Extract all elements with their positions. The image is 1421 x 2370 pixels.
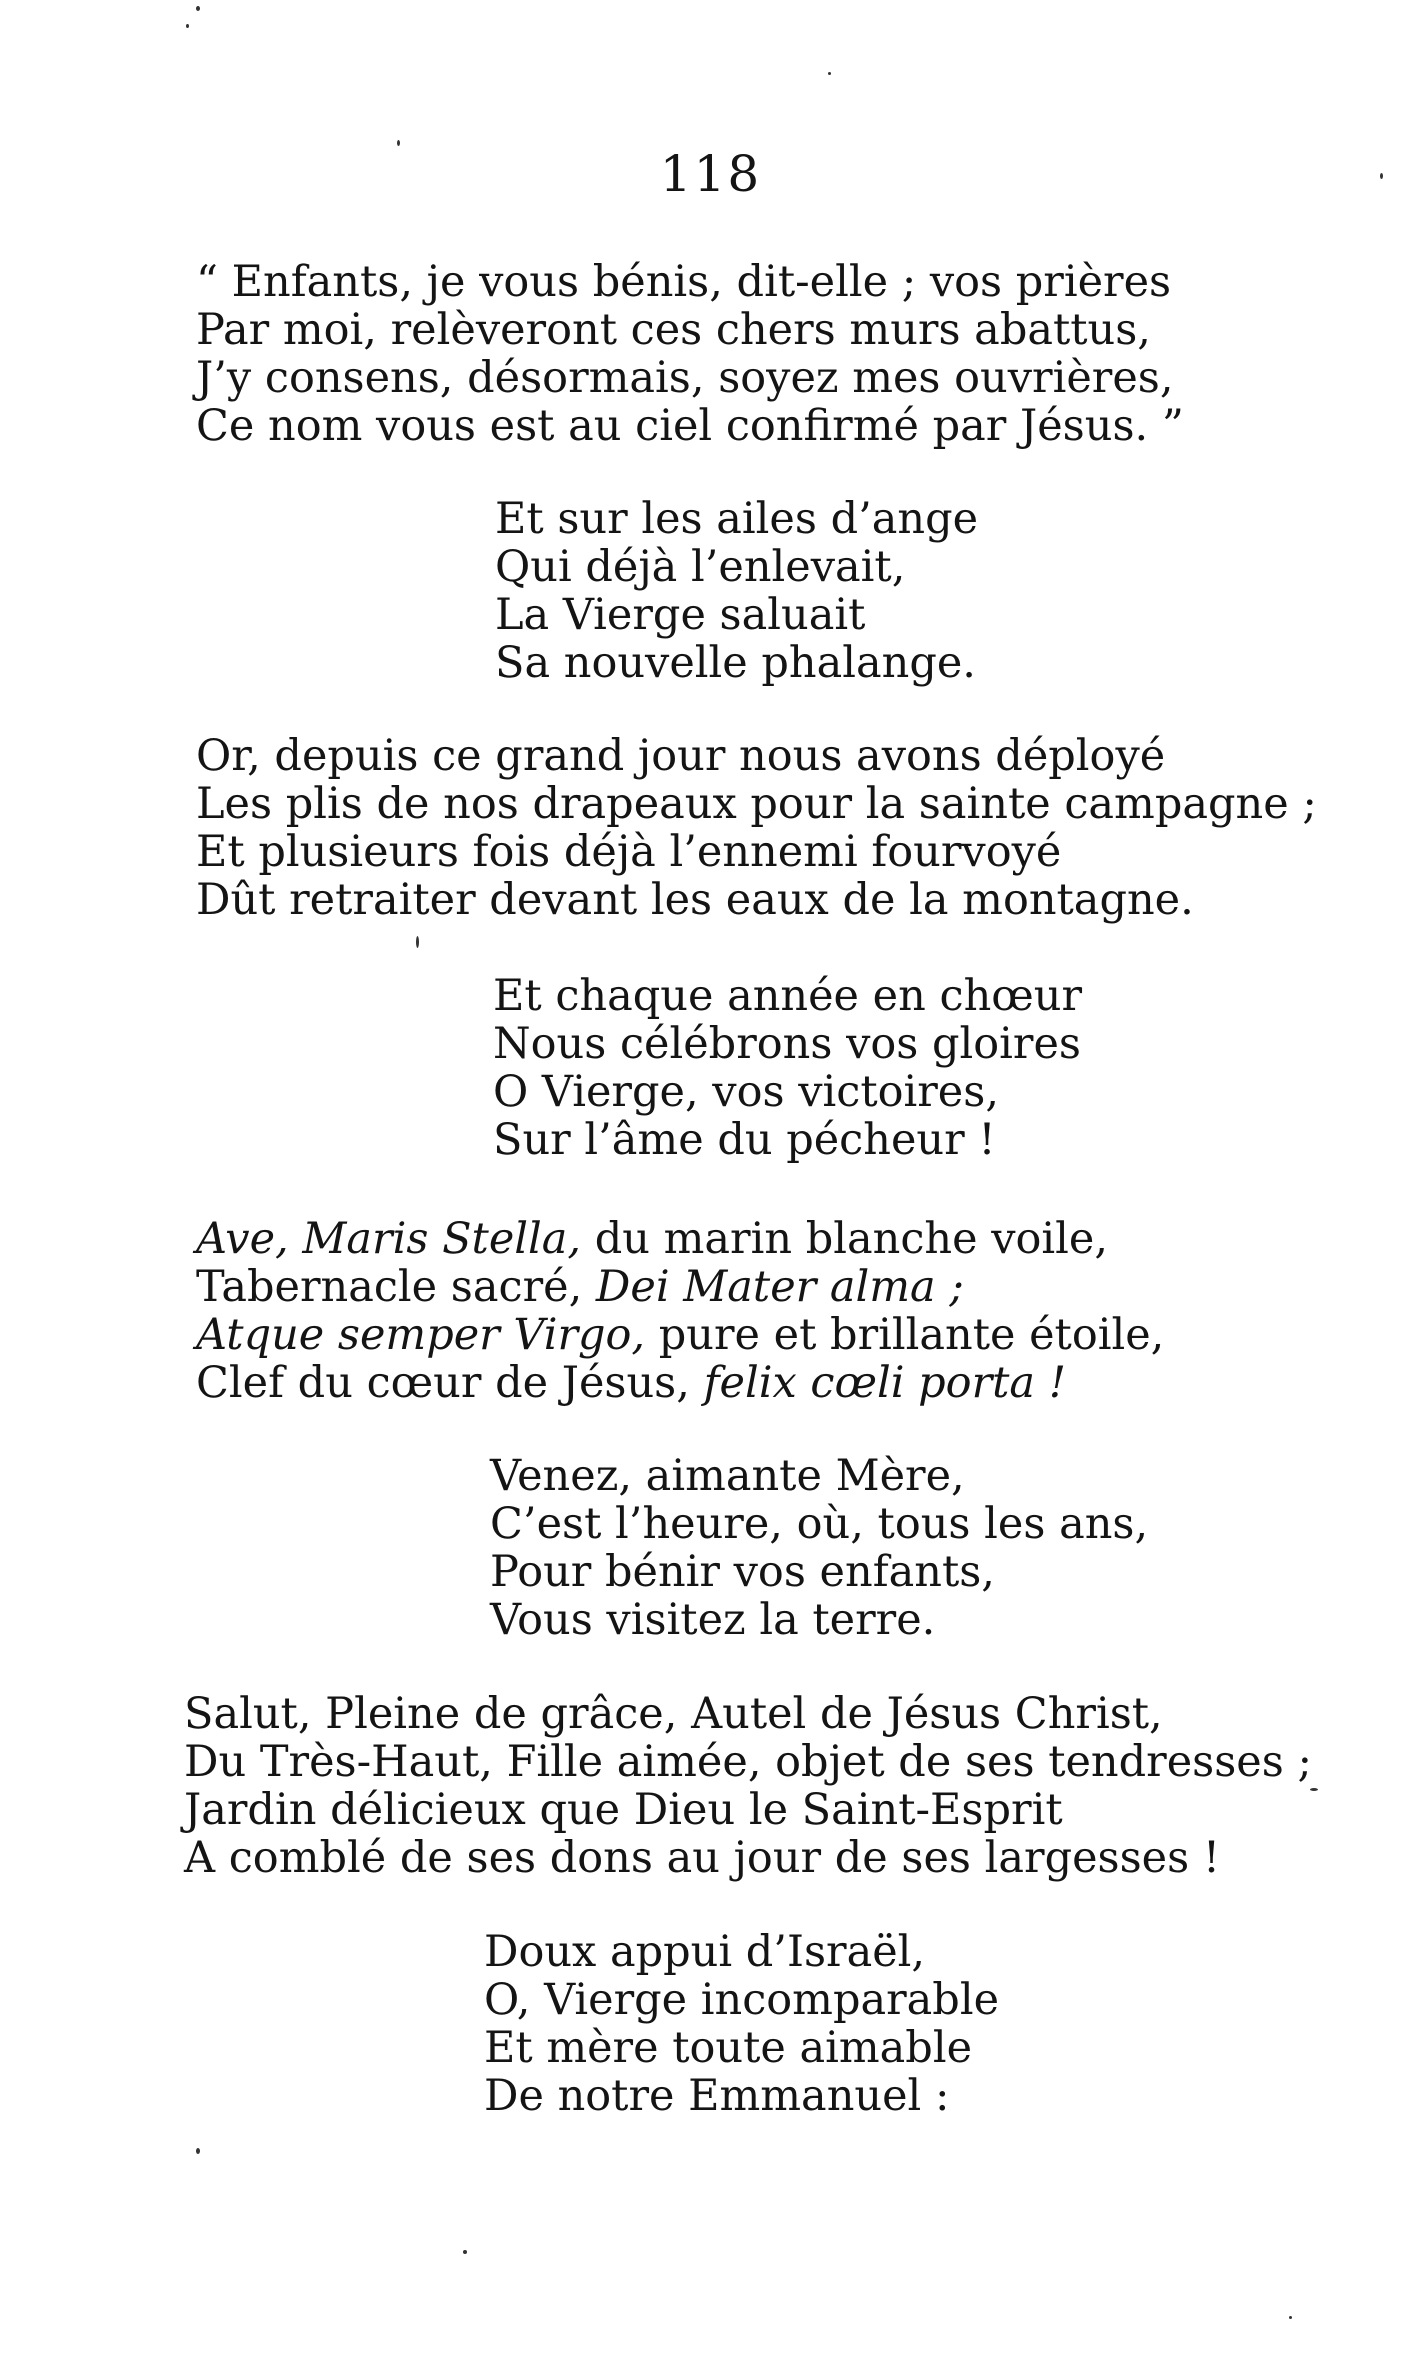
verse-text: Sa nouvelle phalange. xyxy=(495,638,976,688)
verse-text: Et mère toute aimable xyxy=(484,2023,973,2073)
scan-speck xyxy=(828,72,831,75)
verse-line xyxy=(495,543,978,591)
verse-text: Et chaque année en chœur xyxy=(493,971,1083,1021)
verse-line xyxy=(196,1311,1164,1359)
verse-line xyxy=(484,2024,999,2072)
stanza xyxy=(196,732,1317,924)
verse-text: A comblé de ses dons au jour de ses largesses ! xyxy=(184,1833,1221,1883)
scan-speck xyxy=(186,24,189,28)
scan-speck xyxy=(463,2250,467,2254)
verse-line xyxy=(495,639,978,687)
verse-text: Venez, aimante Mère, xyxy=(490,1451,965,1501)
scan-speck xyxy=(1380,173,1383,179)
verse-line xyxy=(184,1834,1312,1882)
verse-line xyxy=(196,732,1317,780)
verse-line xyxy=(196,306,1184,354)
verse-text: Et plusieurs fois déjà l’ennemi fourvoyé xyxy=(196,827,1062,877)
scan-speck xyxy=(1289,2316,1292,2319)
stanza xyxy=(493,972,1082,1164)
latin-phrase: Ave, Maris Stella, xyxy=(196,1214,582,1264)
stanza xyxy=(490,1452,1148,1644)
verse-line xyxy=(495,495,978,543)
verse-text: Nous célébrons vos gloires xyxy=(493,1019,1081,1069)
verse-text: du marin blanche voile, xyxy=(581,1214,1109,1264)
verse-text: La Vierge saluait xyxy=(495,590,866,640)
verse-text: pure et brillante étoile, xyxy=(645,1310,1165,1360)
verse-line xyxy=(196,876,1317,924)
verse-line xyxy=(495,591,978,639)
stanza xyxy=(196,258,1184,450)
page-number: 118 xyxy=(659,145,762,203)
verse-line xyxy=(196,354,1184,402)
stanza xyxy=(184,1690,1312,1882)
verse-text: Or, depuis ce grand jour nous avons déployé xyxy=(196,731,1166,781)
verse-line xyxy=(490,1500,1148,1548)
verse-line xyxy=(196,1263,1164,1311)
verse-text: Doux appui d’Israël, xyxy=(484,1927,926,1977)
verse-text: Du Très-Haut, Fille aimée, objet de ses tendresses ; xyxy=(184,1737,1312,1787)
verse-line xyxy=(196,1359,1164,1407)
verse-text: Tabernacle sacré, xyxy=(196,1262,596,1312)
verse-line xyxy=(196,828,1317,876)
verse-line xyxy=(490,1548,1148,1596)
verse-line xyxy=(184,1786,1312,1834)
verse-text: “ Enfants, je vous bénis, dit-elle ; vos prières xyxy=(196,257,1172,307)
verse-line xyxy=(484,2072,999,2120)
verse-line xyxy=(493,1068,1082,1116)
verse-line xyxy=(196,780,1317,828)
latin-phrase: Atque semper Virgo, xyxy=(196,1310,646,1360)
scan-speck xyxy=(196,6,200,11)
verse-text: Ce nom vous est au ciel confirmé par Jésus. ” xyxy=(196,401,1184,451)
verse-text: Par moi, relèveront ces chers murs abattus, xyxy=(196,305,1151,355)
verse-line xyxy=(196,1215,1164,1263)
verse-line xyxy=(184,1690,1312,1738)
scan-speck xyxy=(1310,1788,1318,1791)
verse-text: Et sur les ailes d’ange xyxy=(495,494,979,544)
verse-line xyxy=(493,1116,1082,1164)
verse-text: De notre Emmanuel : xyxy=(484,2071,950,2121)
latin-phrase: Dei Mater alma ; xyxy=(595,1262,964,1312)
verse-text: Les plis de nos drapeaux pour la sainte campagne ; xyxy=(196,779,1317,829)
verse-line xyxy=(490,1452,1148,1500)
verse-text: C’est l’heure, où, tous les ans, xyxy=(490,1499,1149,1549)
verse-line xyxy=(184,1738,1312,1786)
verse-text: O, Vierge incomparable xyxy=(484,1975,1000,2025)
scan-speck xyxy=(397,140,400,146)
verse-text: Pour bénir vos enfants, xyxy=(490,1547,995,1597)
verse-text: J’y consens, désormais, soyez mes ouvrières, xyxy=(196,353,1174,403)
verse-text: Dût retraiter devant les eaux de la montagne. xyxy=(196,875,1194,925)
scan-speck xyxy=(196,2148,200,2154)
verse-line xyxy=(493,1020,1082,1068)
verse-line xyxy=(493,972,1082,1020)
verse-text: Clef du cœur de Jésus, xyxy=(196,1358,704,1408)
verse-text: Sur l’âme du pécheur ! xyxy=(493,1115,996,1165)
stanza xyxy=(196,1215,1164,1407)
verse-line xyxy=(196,258,1184,306)
verse-text: Qui déjà l’enlevait, xyxy=(495,542,906,592)
stanza xyxy=(495,495,978,687)
verse-text: Jardin délicieux que Dieu le Saint-Esprit xyxy=(184,1785,1063,1835)
verse-text: O Vierge, vos victoires, xyxy=(493,1067,999,1117)
scan-speck xyxy=(416,936,419,948)
verse-line xyxy=(490,1596,1148,1644)
verse-text: Salut, Pleine de grâce, Autel de Jésus Christ, xyxy=(184,1689,1163,1739)
latin-phrase: felix cœli porta ! xyxy=(703,1358,1066,1408)
verse-line xyxy=(484,1928,999,1976)
verse-line xyxy=(484,1976,999,2024)
verse-text: Vous visitez la terre. xyxy=(490,1595,936,1645)
stanza xyxy=(484,1928,999,2120)
verse-line xyxy=(196,402,1184,450)
